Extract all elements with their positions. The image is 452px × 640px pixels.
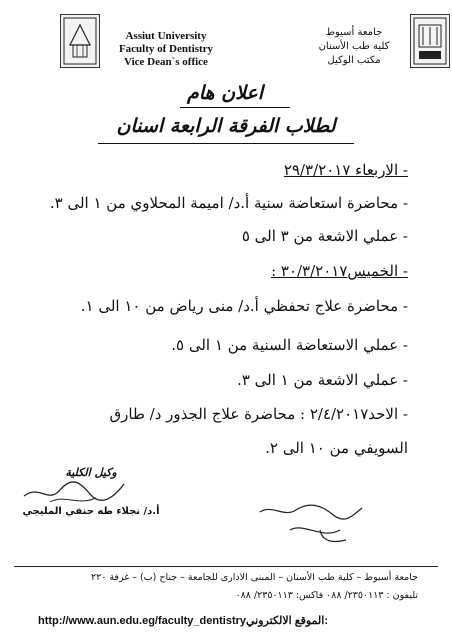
schedule-item: السويفي من ١٠ الى ٢.: [265, 439, 408, 457]
office-name-ar: مكتب الوكيل: [327, 55, 381, 66]
subtitle-underline: [98, 143, 354, 144]
university-logo-icon: [410, 14, 450, 68]
schedule-day-thursday: - الخميس٣٠/٣/٢٠١٧ :: [271, 262, 408, 280]
handwritten-signature: [20, 476, 130, 508]
footer-website-url[interactable]: http://www.aun.edu.eg/faculty_dentistry: [38, 615, 247, 627]
schedule-day-wednesday: - الاربعاء ٢٩/٣/٢٠١٧: [283, 161, 408, 179]
schedule-item: - عملي الاشعة من ١ الى ٣.: [237, 371, 408, 389]
footer-website-label: الموقع الالكتروني:: [246, 615, 328, 627]
university-name-ar: جامعة أسيوط: [325, 27, 383, 38]
university-name-en: Assiut University: [125, 30, 207, 42]
signature-title: وكيل الكلية: [65, 466, 117, 479]
schedule-item: - محاضرة استعاضة سنية أ.د/ اميمة المحلاوي من ١ الى ٣.: [49, 194, 408, 212]
header-arabic: [300, 26, 408, 68]
schedule-item: - محاضرة علاج تحفظي أ.د/ منى رياض من ١٠ الى ١.: [80, 297, 408, 315]
footer-phone: تليفون : ٢٣٥٠١١٣/ ٠٨٨ فاكس: ٢٣٥٠١١٣/ ٠٨٨: [235, 590, 418, 601]
footer-divider: [14, 566, 438, 567]
schedule-item: - عملي الاستعاضة السنية من ١ الى ٥.: [171, 336, 408, 354]
schedule-item: - عملي الاشعة من ٣ الى ٥: [241, 227, 408, 245]
faculty-name-ar: كلية طب الأسنان: [318, 41, 390, 52]
faculty-logo-icon: [60, 14, 100, 68]
office-name-en: Vice Dean`s office: [124, 56, 208, 68]
handwritten-signature: [250, 500, 370, 548]
notice-title: اعلان هام: [186, 82, 264, 104]
title-underline: [180, 107, 290, 108]
schedule-day-sunday: - الاحد٢/٤/٢٠١٧ : محاضرة علاج الجذور د/ طارق: [109, 405, 408, 423]
header-english: [106, 30, 226, 69]
footer-address: جامعة أسيوط – كلية طب الأسنان – المبنى الادارى للجامعة – جناح (ب) – غرفة ٢٢٠: [91, 572, 418, 583]
faculty-name-en: Faculty of Dentistry: [118, 43, 214, 55]
notice-subtitle: لطلاب الفرقة الرابعة اسنان: [116, 115, 336, 137]
footer-website: [38, 614, 328, 627]
signatory-name: أ.د/ نجلاء طه حنفي المليجي: [22, 506, 160, 517]
